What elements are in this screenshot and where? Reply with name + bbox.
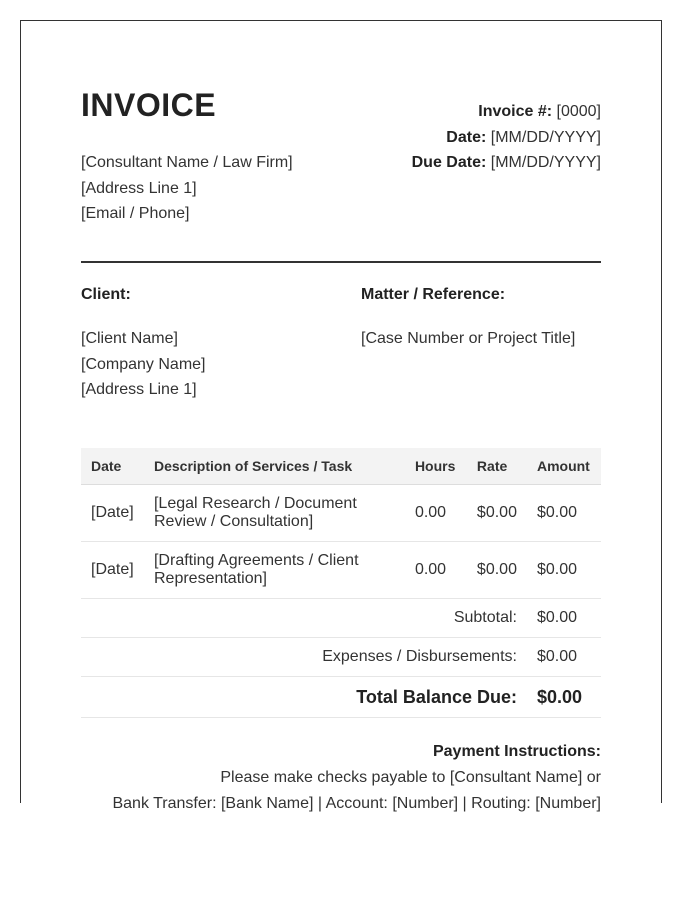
invoice-number-value: [0000] bbox=[556, 103, 601, 120]
invoice-number-label: Invoice #: bbox=[478, 103, 553, 120]
row-description: [Legal Research / Document Review / Consultation] bbox=[144, 485, 405, 542]
invoice-title: INVOICE bbox=[81, 87, 217, 123]
subtotal-row bbox=[81, 599, 601, 638]
col-header-rate: Rate bbox=[467, 448, 527, 485]
client-heading: Client: bbox=[81, 286, 131, 303]
payment-line-1: Please make checks payable to [Consultant Name] or bbox=[220, 769, 601, 786]
table-row bbox=[81, 485, 601, 542]
payment-instructions bbox=[112, 739, 601, 817]
invoice-meta bbox=[412, 99, 601, 176]
invoice-date-value: [MM/DD/YYYY] bbox=[490, 128, 601, 146]
sender-contact: [Email / Phone] bbox=[81, 205, 190, 222]
due-date-row bbox=[412, 150, 601, 176]
table-row bbox=[81, 542, 601, 599]
total-value: $0.00 bbox=[527, 677, 601, 718]
payment-heading-row bbox=[112, 739, 601, 765]
invoice-date-row bbox=[412, 125, 601, 151]
table-header-row bbox=[81, 448, 601, 485]
sender-name: [Consultant Name / Law Firm] bbox=[81, 154, 293, 171]
payment-heading: Payment Instructions: bbox=[432, 743, 601, 760]
total-label: Total Balance Due: bbox=[81, 677, 527, 718]
col-header-date: Date bbox=[81, 448, 144, 485]
total-row bbox=[81, 677, 601, 718]
subtotal-label: Subtotal: bbox=[81, 599, 527, 638]
invoice-number-row bbox=[412, 99, 601, 125]
expenses-row bbox=[81, 638, 601, 677]
client-block bbox=[81, 326, 206, 403]
payment-line-2: Bank Transfer: [Bank Name] | Account: [Number] | Routing: [Number] bbox=[112, 795, 601, 812]
invoice-page bbox=[20, 20, 662, 812]
row-description: [Drafting Agreements / Client Representation] bbox=[144, 542, 405, 599]
matter-value: [Case Number or Project Title] bbox=[361, 330, 576, 347]
row-amount: $0.00 bbox=[527, 542, 601, 599]
expenses-label: Expenses / Disbursements: bbox=[81, 638, 527, 677]
col-header-hours: Hours bbox=[405, 448, 467, 485]
due-date-label: Due Date: bbox=[411, 154, 487, 171]
header-divider bbox=[81, 261, 601, 263]
services-table bbox=[81, 448, 601, 718]
sender-block bbox=[81, 150, 293, 227]
row-hours: 0.00 bbox=[405, 542, 467, 599]
row-rate: $0.00 bbox=[467, 485, 527, 542]
sender-address: [Address Line 1] bbox=[81, 179, 197, 197]
row-date: [Date] bbox=[81, 485, 144, 542]
col-header-amount: Amount bbox=[527, 448, 601, 485]
col-header-description: Description of Services / Task bbox=[144, 448, 405, 485]
row-rate: $0.00 bbox=[467, 542, 527, 599]
subtotal-value: $0.00 bbox=[527, 599, 601, 638]
client-name: [Client Name] bbox=[81, 330, 178, 347]
matter-heading: Matter / Reference: bbox=[361, 286, 506, 303]
expenses-value: $0.00 bbox=[527, 638, 601, 677]
client-address: [Address Line 1] bbox=[81, 381, 197, 398]
row-amount: $0.00 bbox=[527, 485, 601, 542]
row-date: [Date] bbox=[81, 542, 144, 599]
client-company: [Company Name] bbox=[81, 355, 206, 373]
row-hours: 0.00 bbox=[405, 485, 467, 542]
invoice-date-label: Date: bbox=[446, 128, 487, 146]
due-date-value: [MM/DD/YYYY] bbox=[490, 154, 601, 171]
